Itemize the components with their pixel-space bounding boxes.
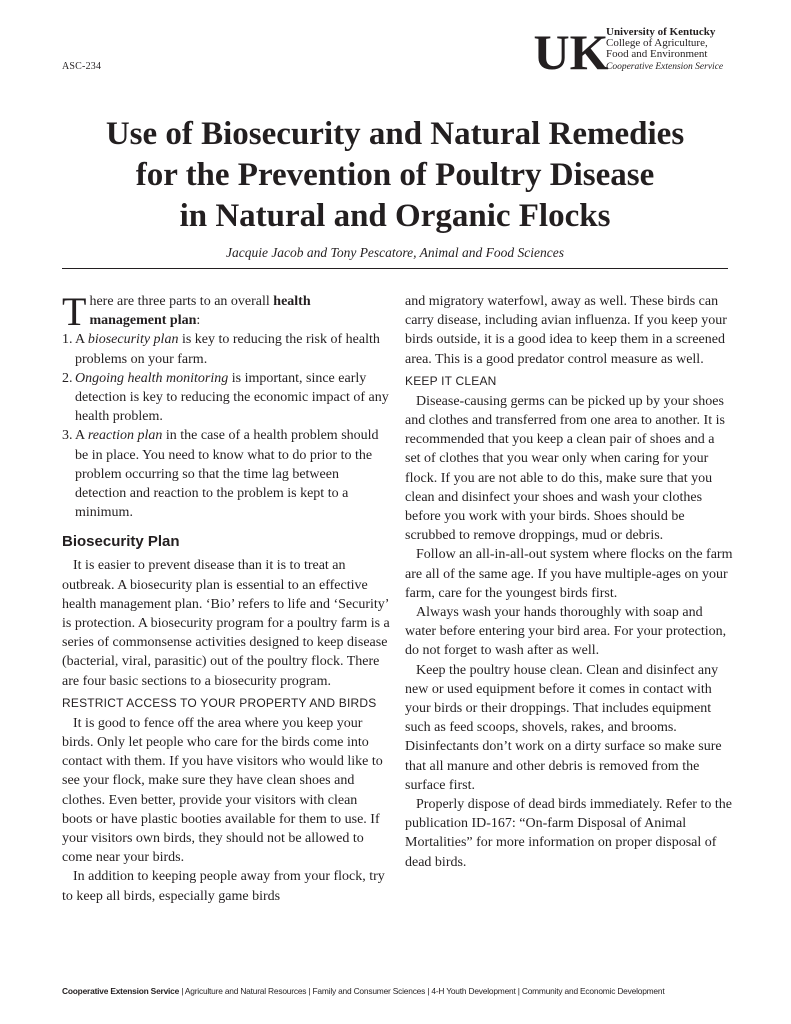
- keep-clean-heading: KEEP IT CLEAN: [405, 373, 497, 388]
- university-block: [606, 27, 723, 73]
- extension-service-label: Cooperative Extension Service: [606, 62, 724, 72]
- plan-steps-list: [62, 330, 390, 522]
- university-name: University of Kentucky: [606, 26, 716, 38]
- clean-paragraph-4: Keep the poultry house clean. Clean and disinfect any new or used equipment before it comes in contact with your birds or their droppings. That includes equipment such as feed scoops, shovels, rakes, and brooms. Disinfectants don’t work on a dirty surface so make sure that all manure and other debris is removed from the surface first.: [405, 662, 722, 793]
- uk-logo: [533, 24, 609, 80]
- list-item: 1. A biosecurity plan is key to reducing the risk of health problems on your farm.: [62, 332, 380, 367]
- footer-program-areas: | Agriculture and Natural Resources | Family and Consumer Sciences | 4-H Youth Development | Community and Economic Development: [179, 986, 665, 996]
- footer: [62, 986, 742, 996]
- clean-paragraph-1: Disease-causing germs can be picked up by your shoes and clothes and transferred from one area to another. It is recommended that you keep a clean pair of shoes and a set of clothes that you wear only when caring for your flock. If you are not able to do this, make sure that you clean and disinfect your shoes and wash your clothes before you work with your birds. Shoes should be scrubbed to remove droppings, mud or debris.: [405, 393, 725, 544]
- title-line-3: in Natural and Organic Flocks: [179, 198, 611, 234]
- restrict-paragraph-2: In addition to keeping people away from your flock, try to keep all birds, especially game birds: [62, 869, 385, 904]
- title-line-2: for the Prevention of Poultry Disease: [135, 157, 655, 193]
- uk-logo-text: UK: [533, 24, 609, 80]
- document-title: [40, 114, 750, 237]
- restrict-paragraph-1: It is good to fence off the area where you keep your birds. Only let people who care for the birds come into contact with them. If you have visitors who would like to see your flock, make sure they have clean shoes and clothes. Even better, provide your visitors with clean boots or have plastic booties available for them to use. If your visitors own birds, they should not be allowed to come near your birds.: [62, 715, 383, 866]
- intro-paragraph: There are three parts to an overall health management plan:: [62, 289, 311, 334]
- college-line-1: College of Agriculture,: [606, 37, 708, 49]
- restrict-paragraph-2-continued: and migratory waterfowl, away as well. These birds can carry disease, including avian influenza. If you keep your birds outside, it is a good idea to keep them in a screened area. This is a good predator control measure as well.: [405, 294, 727, 367]
- title-line-1: Use of Biosecurity and Natural Remedies: [105, 116, 685, 152]
- health-plan-term: health management plan: [89, 294, 311, 329]
- title-divider: [62, 268, 728, 269]
- restrict-access-heading: RESTRICT ACCESS TO YOUR PROPERTY AND BIRDS: [62, 695, 377, 710]
- right-column: [405, 292, 733, 872]
- college-line-2: Food and Environment: [606, 48, 708, 60]
- list-item: 3. A reaction plan in the case of a health problem should be in place. You need to know what to do prior to the problem occurring so that the time lag between detection and reaction to the problem is kept to a minimum.: [62, 428, 379, 521]
- publication-number: ASC-234: [62, 61, 102, 72]
- list-item: 2. Ongoing health monitoring is important, since early detection is key to reducing the economic impact of any health problem.: [62, 370, 389, 425]
- clean-paragraph-5: Properly dispose of dead birds immediately. Refer to the publication ID-167: “On-farm Disposal of Animal Mortalities” for more information on proper disposal of dead birds.: [405, 797, 732, 870]
- biosecurity-paragraph: It is easier to prevent disease than it is to treat an outbreak. A biosecurity plan is essential to an effective health management plan. ‘Bio’ refers to life and ‘Security’ is protection. A biosecurity program for a poultry farm is a series of commonsense activities designed to keep disease (bacterial, viral, parasitic) out of the poultry flock. There are four basic sections to a biosecurity program.: [62, 558, 390, 689]
- biosecurity-heading: Biosecurity Plan: [62, 533, 180, 551]
- left-column: [62, 289, 390, 906]
- clean-paragraph-3: Always wash your hands thoroughly with soap and water before entering your bird area. For your protection, do not forget to wash after as well.: [405, 605, 727, 659]
- authors: Jacquie Jacob and Tony Pescatore, Animal and Food Sciences: [225, 245, 565, 260]
- footer-extension-service: Cooperative Extension Service: [62, 986, 180, 996]
- clean-paragraph-2: Follow an all-in-all-out system where flocks on the farm are all of the same age. If you have multiple-ages on your farm, care for the youngest birds first.: [405, 547, 733, 601]
- drop-cap: T: [62, 289, 87, 334]
